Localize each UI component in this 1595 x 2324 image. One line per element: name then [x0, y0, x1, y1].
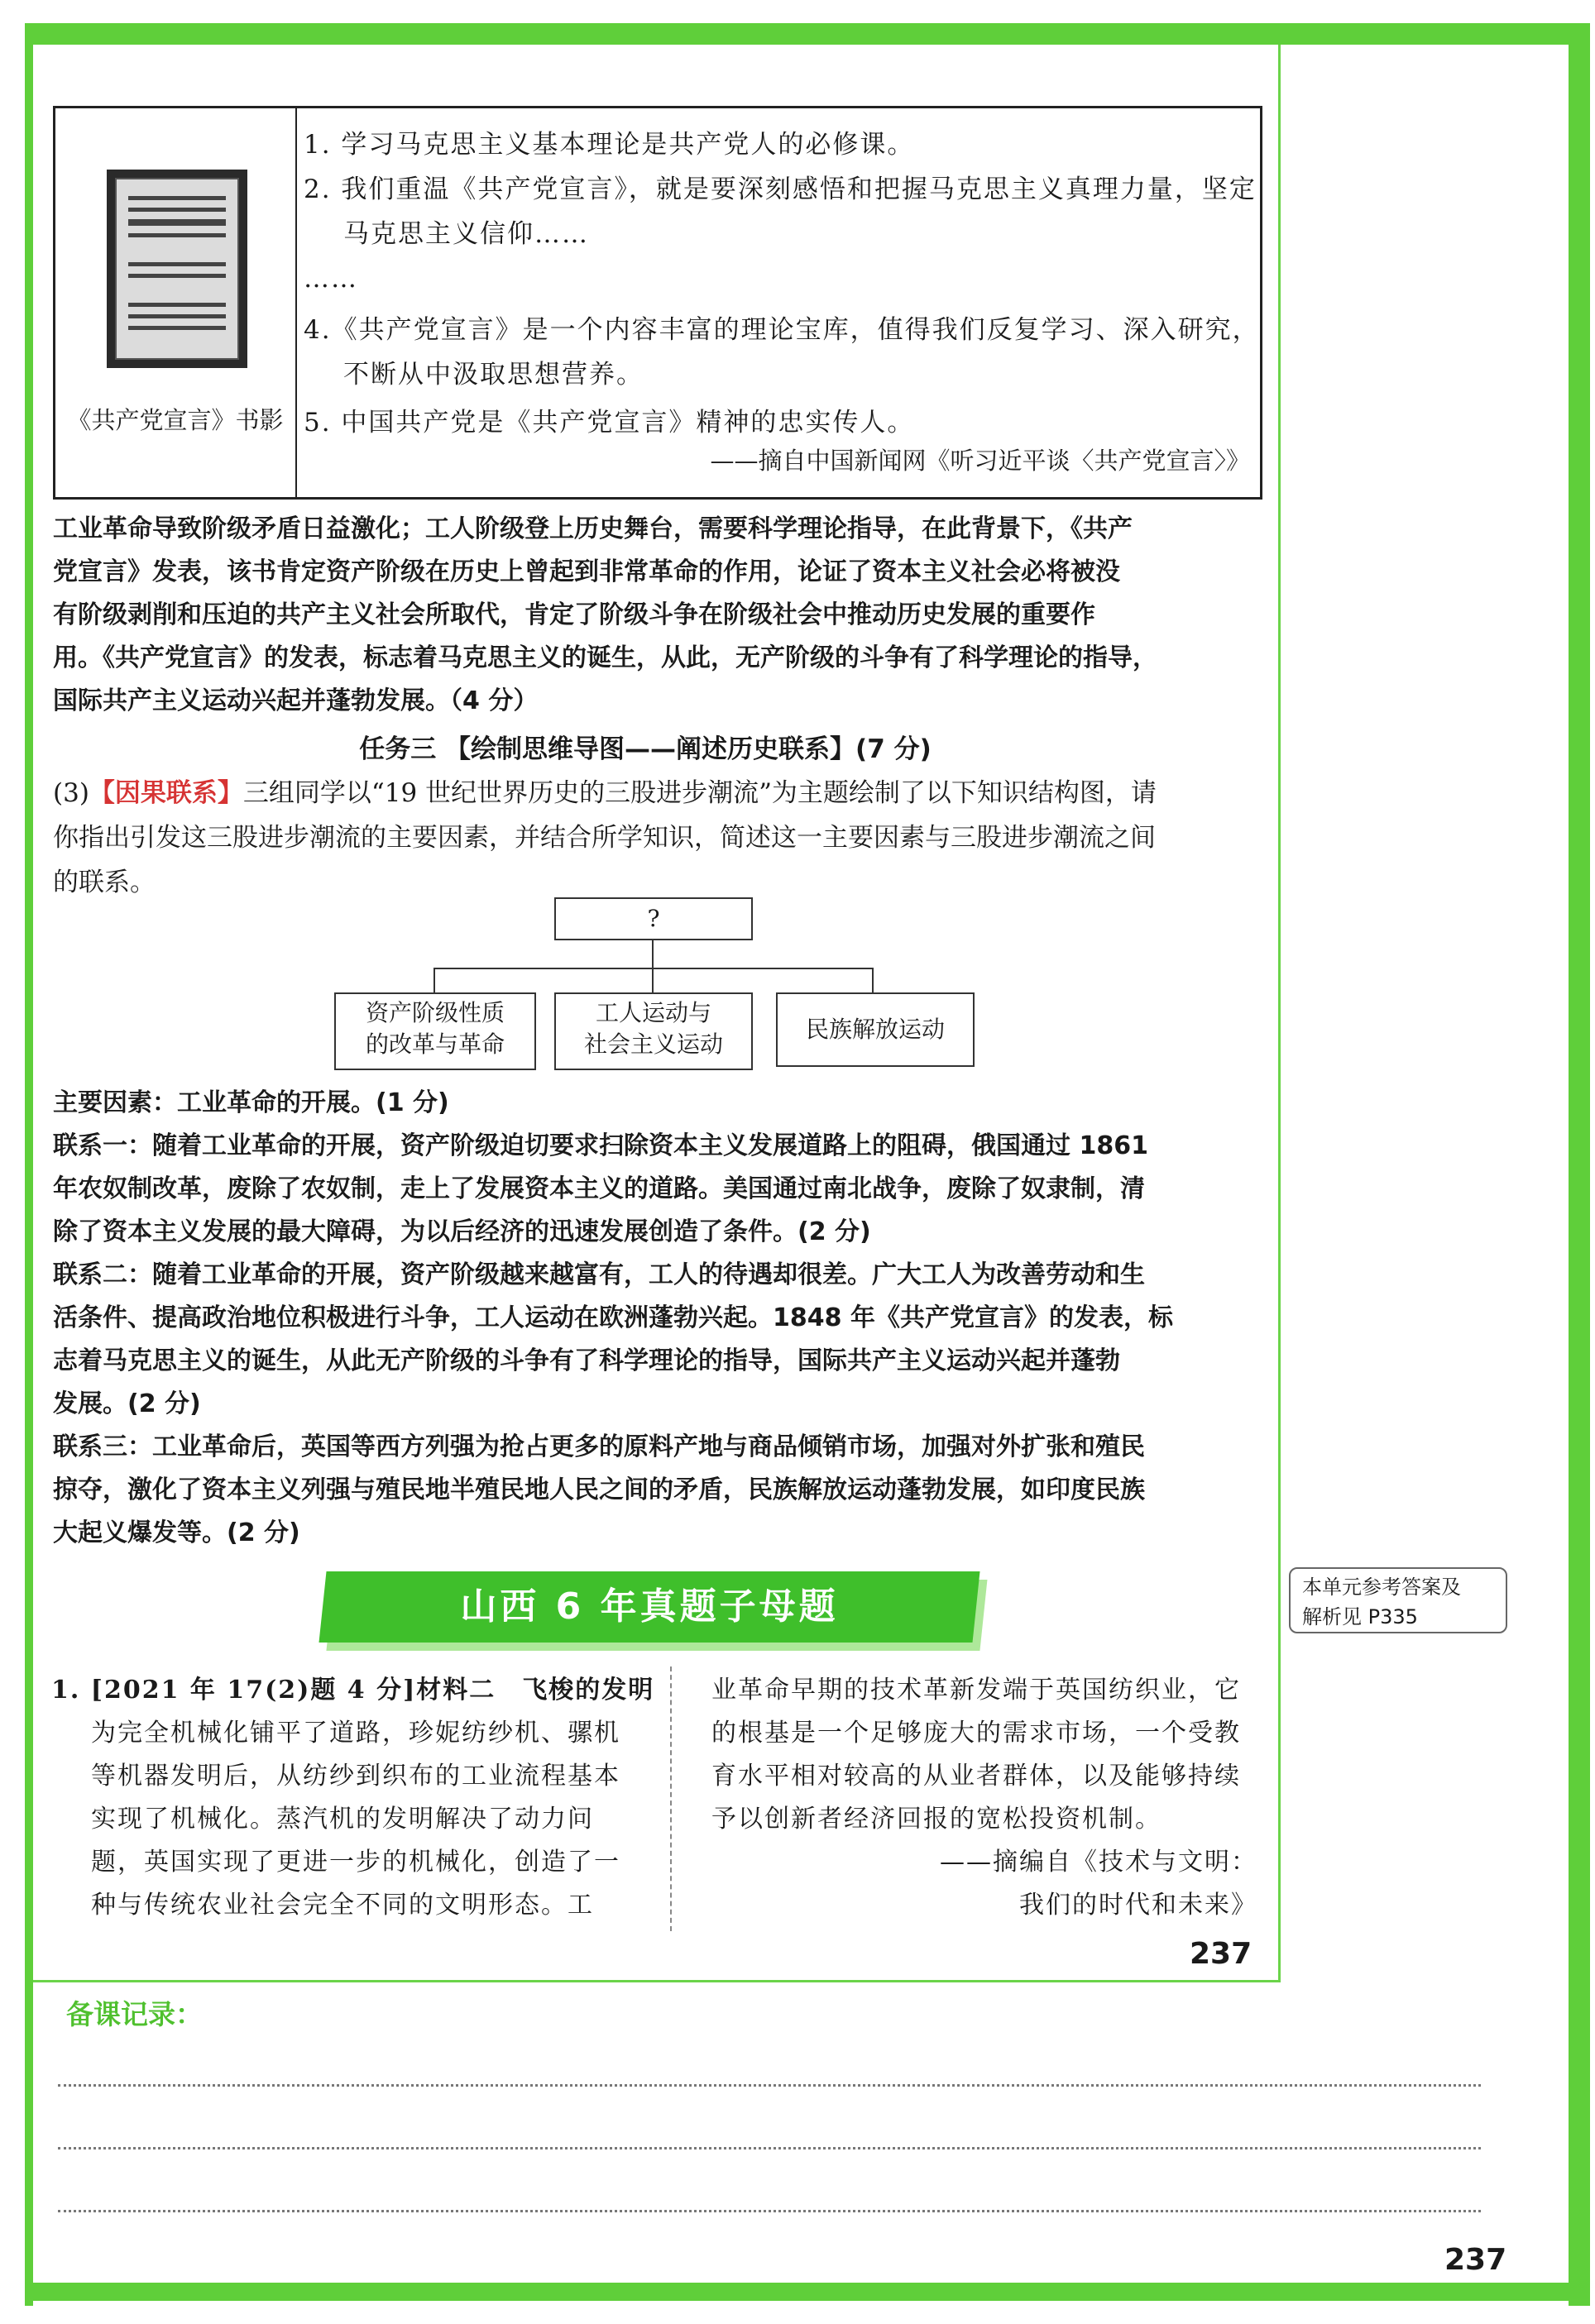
quote-item: 5. 中国共产党是《共产党宣言》精神的忠实传人。 [304, 408, 915, 438]
quote-source: ——摘自中国新闻网《听习近平谈〈共产党宣言〉》 [710, 447, 1250, 475]
q1-left-column: 1. [2021 年 17(2)题 4 分]材料二 飞梭的发明 为完全机械化铺平了道路，珍妮纺纱机、骡机 等机器发明后，从纺纱到织布的工业流程基本 实现了机械化。蒸汽机的发明解决了动力问 题，英国实现了更进一步的机械化，创造了一 种与传统农业社会完全不同的文明形态。工 [51, 1676, 655, 1920]
quote-box [53, 106, 1262, 500]
quote-item: 4.《共产党宣言》是一个内容丰富的理论宝库，值得我们反复学习、深入研究， [304, 315, 1260, 345]
notes-line [58, 2210, 1481, 2212]
page-number-upper: 237 [1190, 1937, 1253, 1971]
manifesto-book-image [107, 170, 247, 368]
diagram-box-national-liberation: 民族解放运动 [776, 992, 975, 1067]
page-number-lower: 237 [1444, 2243, 1507, 2277]
diagram-box-workers-movement: 工人运动与 社会主义运动 [554, 992, 753, 1070]
task3-heading: 任务三 【绘制思维导图——阐述历史联系】(7 分) [359, 734, 932, 764]
diagram-box-bourgeois-reform: 资产阶级性质 的改革与革命 [334, 992, 536, 1070]
quote-item: 2. 我们重温《共产党宣言》，就是要深刻感悟和把握马克思主义真理力量，坚定 [304, 175, 1257, 204]
lesson-notes-label: 备课记录： [66, 1998, 203, 2030]
knowledge-diagram [314, 897, 1059, 1079]
top-green-border [25, 23, 1569, 45]
column-separator [670, 1666, 672, 1931]
quote-item: 1. 学习马克思主义基本理论是共产党人的必修课。 [304, 130, 915, 160]
left-green-border [25, 23, 33, 2306]
answer-2: 工业革命导致阶级矛盾日益激化；工人阶级登上历史舞台，需要科学理论指导，在此背景下，《共产 党宣言》发表，该书肯定资产阶级在历史上曾起到非常革命的作用，论证了资本主义社会必将被没 有阶级剥削和压迫的共产主义社会所取代，肯定了阶级斗争在阶级社会中推动历史发展的重要作 用。《共产党宣言》的发表，标志着马克思主义的诞生，从此，无产阶级的斗争有了科学理论的指导， 国际共产主义运动兴起并蓬勃发展。（4 分） [53, 514, 1157, 715]
bottom-green-border [25, 2283, 1590, 2301]
quote-item: 马克思主义信仰…… [343, 219, 589, 249]
right-green-border [1569, 23, 1590, 2306]
question-3: (3)【因果联系】三组同学以“19 世纪世界历史的三股进步潮流”为主题绘制了以下知识结构图，请 你指出引发这三股进步潮流的主要因素，并结合所学知识，简述这一主要因素与三股进步潮流之间 的联系。 [53, 778, 1157, 897]
causal-tag: 【因果联系】 [89, 778, 243, 808]
quote-ellipsis: …… [304, 264, 358, 294]
book-caption: 《共产党宣言》书影 [67, 406, 284, 434]
quote-item: 不断从中汲取思想营养。 [343, 360, 644, 390]
q1-right-column: 业革命早期的技术革新发端于英国纺织业，它 的根基是一个足够庞大的需求市场，一个受教 育水平相对较高的从业者群体，以及能够持续 予以创新者经济回报的宽松投资机制。 ——摘编自《技术与文明： 我们的时代和未来》 [711, 1676, 1257, 1920]
diagram-top-box: ? [554, 897, 753, 940]
answer-3: 主要因素：工业革命的开展。(1 分) 联系一：随着工业革命的开展，资产阶级迫切要求扫除资本主义发展道路上的阻碍，俄国通过 1861 年农奴制改革，废除了农奴制，走上了发展资本主义的道路。美国通过南北战争，废除了奴隶制，清 除了资本主义发展的最大障碍，为以后经济的迅速发展创造了条件。(2 分) 联系二：随着工业革命的开展，资产阶级越来越富有，工人的待遇却很差。广大工人为改善劳动和生 活条件、提高政治地位积极进行斗争，工人运动在欧洲蓬勃兴起。1848 年《共产党宣言》的发表，标 志着马克思主义的诞生，从此无产阶级的斗争有了科学理论的指导，国际共产主义运动兴起并蓬勃 发展。(2 分) 联系三：工业革命后，英国等西方列强为抢占更多的原料产地与商品倾销市场，加强对外扩张和殖民 掠夺，激化了资本主义列强与殖民地半殖民地人民之间的矛盾，民族解放运动蓬勃发展，如印度民族 大起义爆发等。(2 分) [53, 1088, 1173, 1547]
notes-line [58, 2147, 1481, 2149]
section-banner: 山西 6 年真题子母题 [460, 1585, 839, 1628]
quote-text [304, 108, 1260, 497]
notes-line [58, 2084, 1481, 2087]
answer-reference-note: 本单元参考答案及 解析见 P335 [1289, 1567, 1507, 1633]
book-image-cell [55, 108, 297, 497]
